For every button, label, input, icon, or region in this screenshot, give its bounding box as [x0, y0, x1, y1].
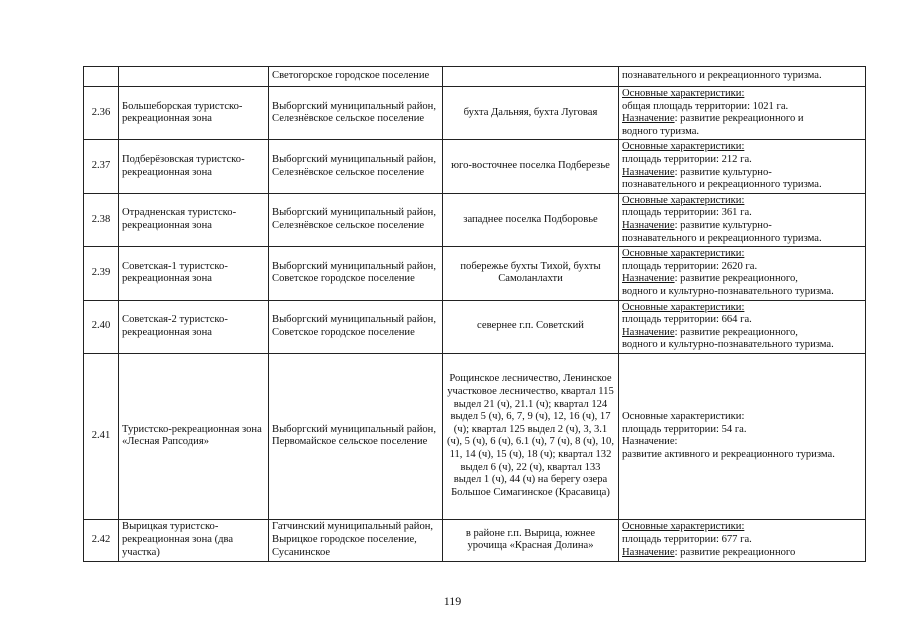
purpose-continuation: развитие активного и рекреационного туризма. — [622, 448, 835, 460]
zone-name-cell: Советская-2 туристско-рекреационная зона — [119, 300, 269, 353]
row-number-cell — [84, 67, 119, 87]
table-row — [84, 140, 866, 193]
purpose-line — [622, 273, 862, 286]
district-cell: Выборгский муниципальный район, Советское городское поселение — [269, 300, 443, 353]
area-line: площадь территории: 677 га. — [622, 534, 752, 546]
area-line: общая площадь территории: 1021 га. — [622, 100, 789, 112]
row-number-cell: 2.36 — [84, 87, 119, 140]
purpose-line — [622, 327, 862, 340]
zone-name-cell — [119, 67, 269, 87]
table-row — [84, 247, 866, 300]
purpose-text: : развитие рекреационного, — [674, 273, 798, 285]
location-cell — [443, 67, 619, 87]
district-cell: Светогорское городское поселение — [269, 67, 443, 87]
purpose-label: Назначение — [622, 113, 675, 125]
purpose-continuation: познавательного и рекреационного туризма. — [622, 232, 822, 244]
location-cell: севернее г.п. Советский — [443, 300, 619, 353]
area-line: площадь территории: 664 га. — [622, 314, 752, 326]
zone-name-cell: Отрадненская туристско-рекреационная зона — [119, 193, 269, 246]
district-cell: Выборгский муниципальный район, Селезнёвское сельское поселение — [269, 87, 443, 140]
purpose-line — [622, 167, 862, 180]
row-number-cell: 2.42 — [84, 519, 119, 561]
purpose-text: : развитие рекреационного и — [674, 113, 804, 125]
description-cell — [619, 140, 866, 193]
purpose-line — [622, 220, 862, 233]
description-cell — [619, 247, 866, 300]
location-cell: в районе г.п. Вырица, южнее урочища «Красная Долина» — [443, 519, 619, 561]
district-cell: Выборгский муниципальный район, Первомайское сельское поселение — [269, 353, 443, 519]
location-cell: Рощинское лесничество, Ленинское участковое лесничество, квартал 115 выдел 21 (ч), 21.1 (ч); квартал 124 выдел 5 (ч), 6, 7, 9 (ч), 12, 16 (ч), 17 (ч); квартал 125 выдел 2 (ч), 3, 3.1 (ч), 5 (ч), 6 (ч), 6.1 (ч), 7 (ч), 8 (ч), 10, 11, 14 (ч), 15 (ч), 18 (ч); квартал 132 выдел 6 (ч), 22 (ч), квартал 133 выдел 1 (ч), 44 (ч) на берегу озера Большое Симагинское (Красавица) — [443, 353, 619, 519]
purpose-continuation: водного туризма. — [622, 125, 700, 137]
area-line: площадь территории: 361 га. — [622, 207, 752, 219]
zone-name-cell: Подберёзовская туристско-рекреационная зона — [119, 140, 269, 193]
location-cell: бухта Дальняя, бухта Луговая — [443, 87, 619, 140]
zones-table — [83, 66, 866, 562]
row-number-cell: 2.41 — [84, 353, 119, 519]
location-cell: побережье бухты Тихой, бухты Самоланлахти — [443, 247, 619, 300]
purpose-label: Назначение — [622, 219, 675, 231]
purpose-line — [622, 113, 862, 126]
zone-name-cell: Советская-1 туристско-рекреационная зона — [119, 247, 269, 300]
description-cell — [619, 353, 866, 519]
table-row — [84, 300, 866, 353]
purpose-text: : развитие культурно- — [674, 166, 772, 178]
row-number-cell: 2.40 — [84, 300, 119, 353]
purpose-text: : развитие рекреационного, — [674, 326, 798, 338]
page-number: 119 — [443, 594, 462, 608]
characteristics-heading: Основные характеристики: — [622, 194, 745, 206]
purpose-label: Назначение — [622, 326, 675, 338]
purpose-text: : развитие культурно- — [674, 219, 772, 231]
district-cell: Выборгский муниципальный район, Селезнёвское сельское поселение — [269, 140, 443, 193]
area-line: площадь территории: 212 га. — [622, 153, 752, 165]
zone-name-cell: Туристско-рекреационная зона «Лесная Рапсодия» — [119, 353, 269, 519]
district-cell: Выборгский муниципальный район, Советское городское поселение — [269, 247, 443, 300]
location-cell: западнее поселка Подборовье — [443, 193, 619, 246]
purpose-label: Назначение — [622, 166, 675, 178]
purpose-line — [622, 547, 862, 560]
description-cell — [619, 300, 866, 353]
purpose-text: : развитие рекреационного — [674, 546, 796, 558]
table-row — [84, 353, 866, 519]
purpose-continuation: водного и культурно-познавательного туризма. — [622, 339, 834, 351]
characteristics-heading: Основные характеристики: — [622, 248, 745, 260]
description-cell — [619, 67, 866, 87]
row-number-cell: 2.38 — [84, 193, 119, 246]
characteristics-heading: Основные характеристики: — [622, 301, 745, 313]
characteristics-heading: Основные характеристики: — [622, 141, 745, 153]
description-cell — [619, 193, 866, 246]
purpose-continuation: водного и культурно-познавательного туризма. — [622, 285, 834, 297]
zone-name-cell: Вырицкая туристско-рекреационная зона (два участка) — [119, 519, 269, 561]
location-cell: юго-восточнее поселка Подберезье — [443, 140, 619, 193]
characteristics-heading: Основные характеристики: — [622, 411, 745, 423]
purpose-label: Назначение: — [622, 436, 678, 448]
description-cell — [619, 519, 866, 561]
purpose-label: Назначение — [622, 273, 675, 285]
row-number-cell: 2.39 — [84, 247, 119, 300]
table-row — [84, 193, 866, 246]
description-cell — [619, 87, 866, 140]
area-line: площадь территории: 54 га. — [622, 423, 747, 435]
table-row — [84, 87, 866, 140]
purpose-continuation: познавательного и рекреационного туризма. — [622, 179, 822, 191]
district-cell: Выборгский муниципальный район, Селезнёвское сельское поселение — [269, 193, 443, 246]
area-line: площадь территории: 2620 га. — [622, 260, 758, 272]
row-number-cell: 2.37 — [84, 140, 119, 193]
district-cell: Гатчинский муниципальный район, Вырицкое городское поселение, Сусанинское — [269, 519, 443, 561]
purpose-label: Назначение — [622, 546, 675, 558]
table-row — [84, 519, 866, 561]
characteristics-heading: Основные характеристики: — [622, 521, 745, 533]
description-line: познавательного и рекреационного туризма. — [622, 70, 822, 82]
zone-name-cell: Большеборская туристско-рекреационная зона — [119, 87, 269, 140]
characteristics-heading: Основные характеристики: — [622, 88, 745, 99]
table-row — [84, 67, 866, 87]
